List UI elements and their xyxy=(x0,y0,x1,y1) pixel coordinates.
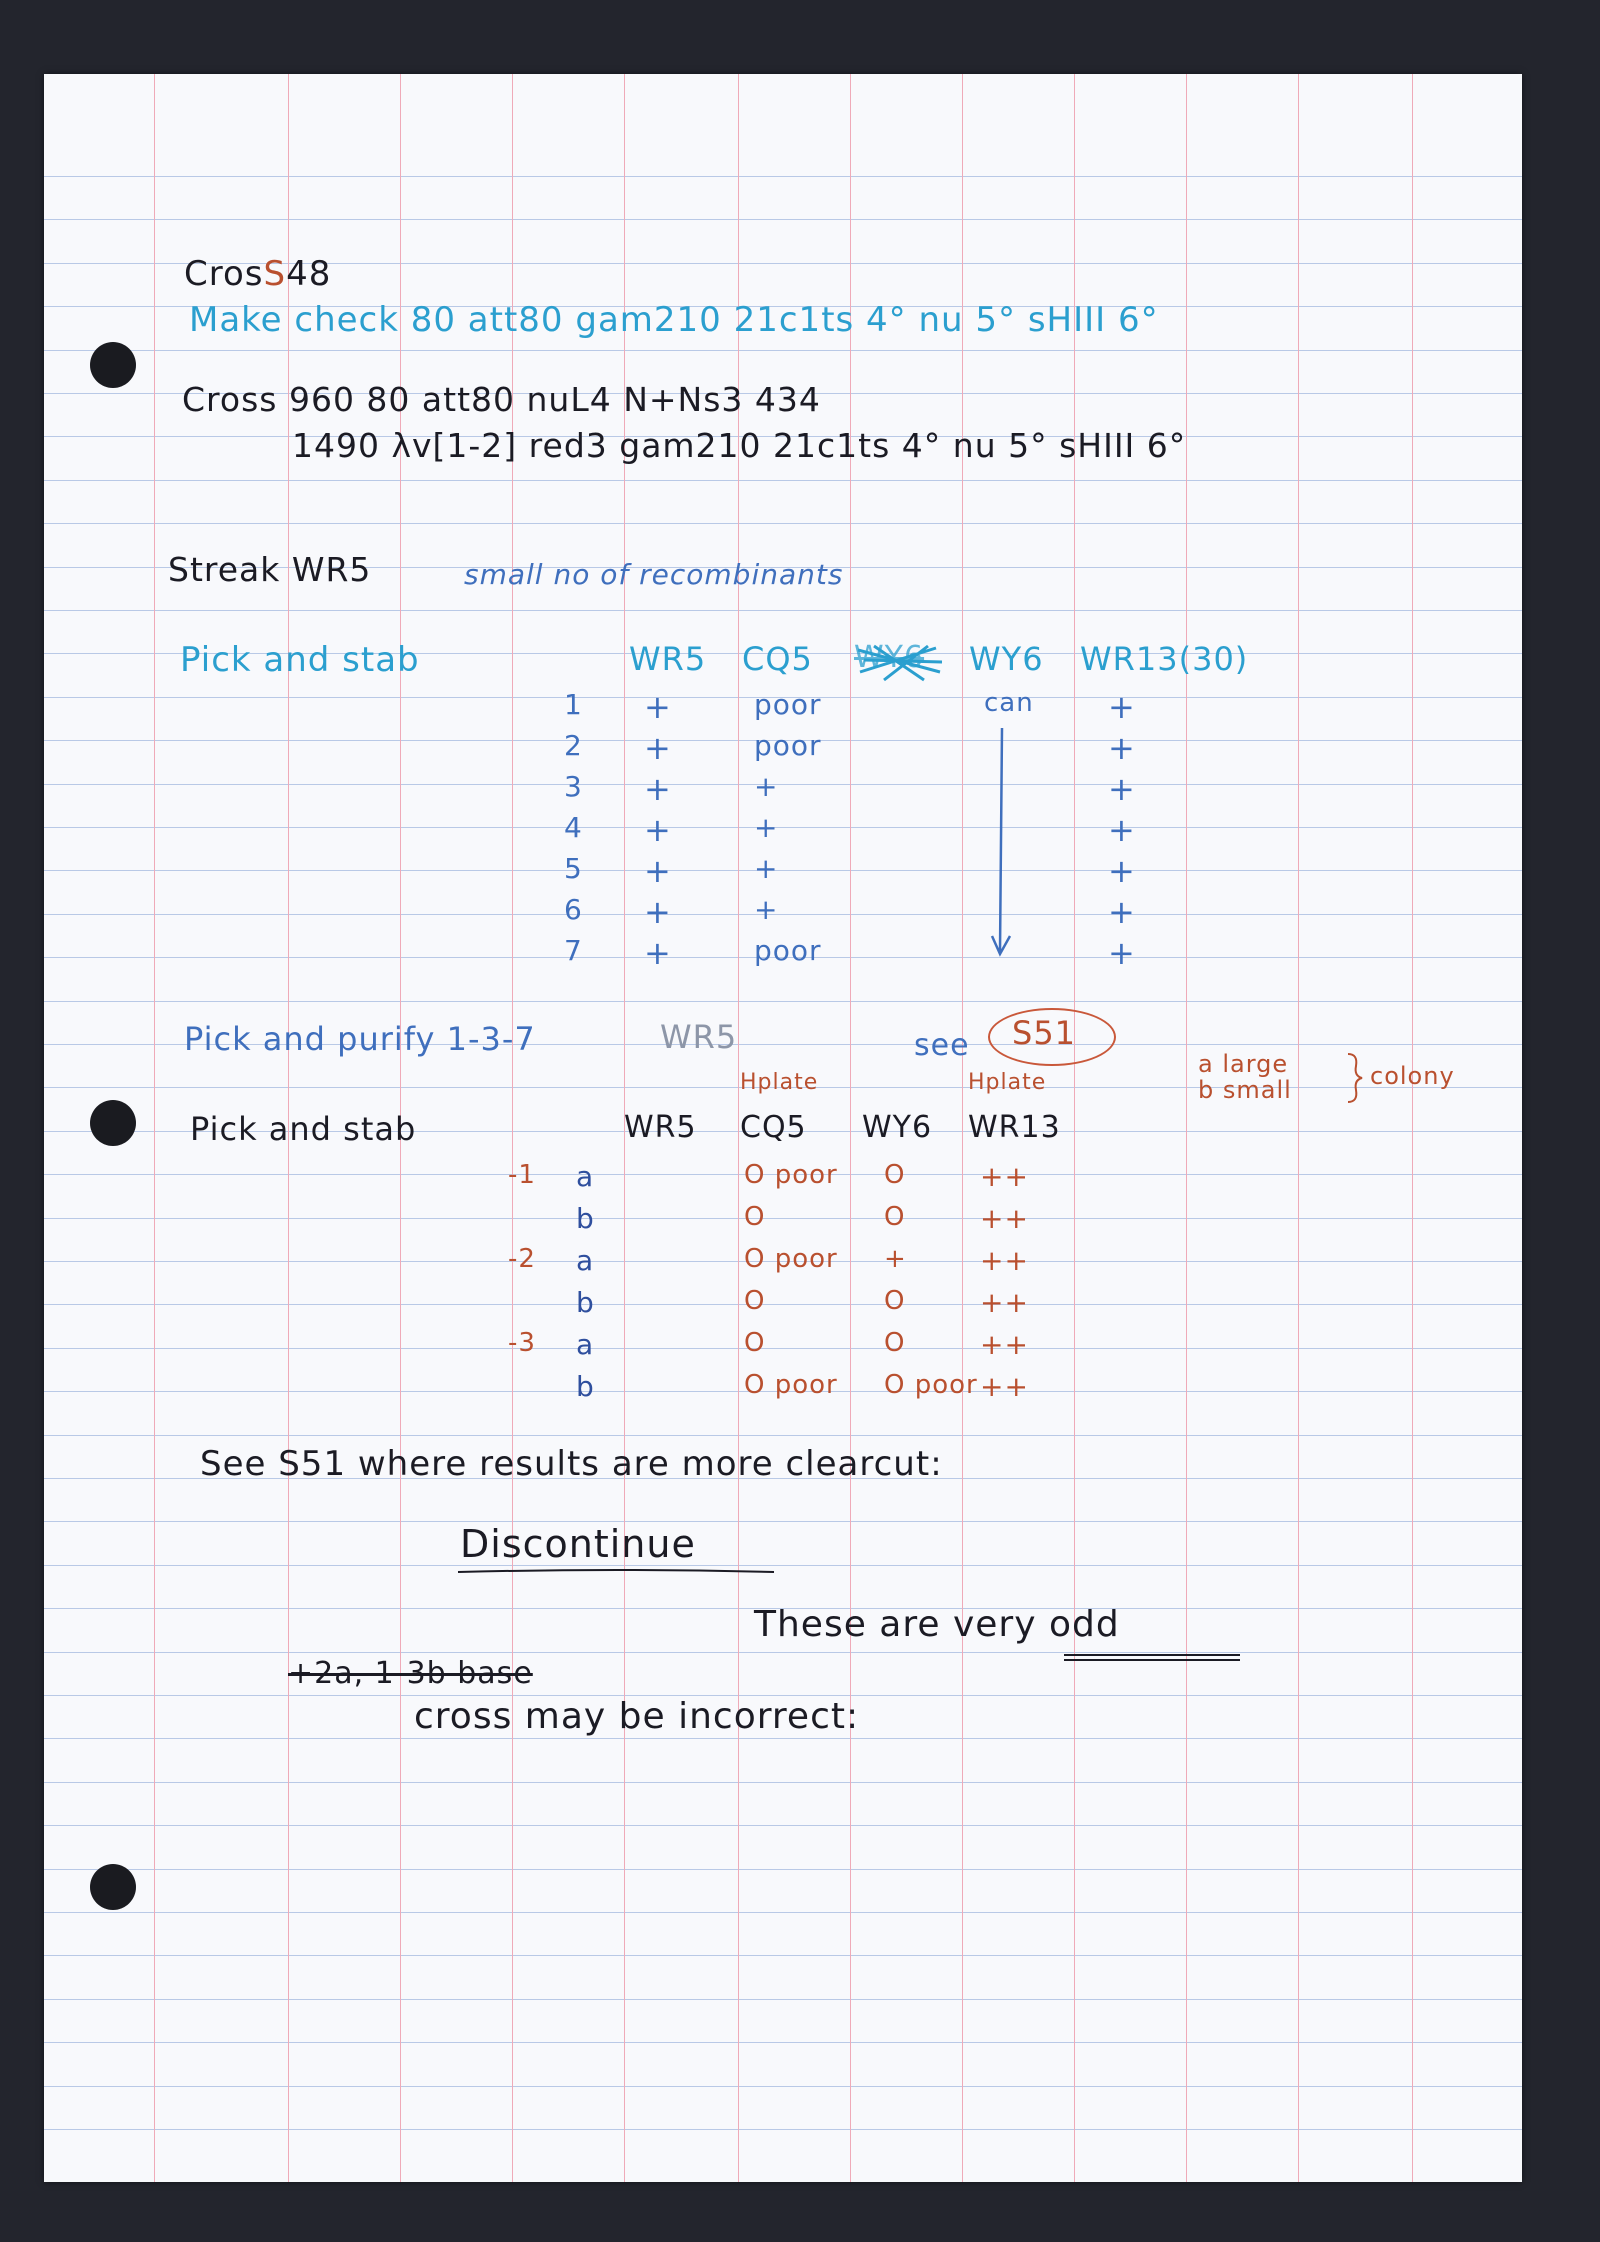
legend-b: b small xyxy=(1198,1076,1292,1104)
row-number: 3 xyxy=(564,770,583,803)
cell-wr5: + xyxy=(644,729,672,767)
make-check-line: Make check 80 att80 gam210 21c1ts 4° nu 5° sHIII 6° xyxy=(189,300,1159,340)
scratched-header: WY6 xyxy=(854,640,925,675)
cell-wr5: + xyxy=(644,893,672,931)
ruled-line xyxy=(44,914,1522,915)
purify-label: Pick and purify 1-3-7 xyxy=(184,1020,536,1058)
punch-hole xyxy=(90,342,136,388)
row-sub: a xyxy=(576,1328,595,1361)
margin-line xyxy=(1412,74,1413,2182)
cell-wr5: + xyxy=(644,770,672,808)
row-number: 5 xyxy=(564,852,583,885)
cell-cq5: + xyxy=(754,852,779,885)
heading-prefix: Cros xyxy=(184,254,264,294)
ruled-line xyxy=(44,350,1522,351)
cell-cq5: poor xyxy=(754,729,822,762)
struck-note: +2a, 1-3b base xyxy=(288,1656,533,1691)
continuation-arrow xyxy=(990,726,1014,966)
ruled-line xyxy=(44,610,1522,611)
heading-letter: S xyxy=(263,254,287,294)
cell-wr5: + xyxy=(644,811,672,849)
ruled-line xyxy=(44,1999,1522,2000)
ruled-line xyxy=(44,784,1522,785)
ruled-line xyxy=(44,2042,1522,2043)
ruled-line xyxy=(44,1435,1522,1436)
ruled-line xyxy=(44,827,1522,828)
cell-wy6: O xyxy=(884,1160,906,1190)
ruled-line xyxy=(44,1218,1522,1219)
cell-cq5: O xyxy=(744,1328,766,1358)
col-header-wy6: WY6 xyxy=(969,640,1044,678)
legend-colony: colony xyxy=(1370,1062,1455,1090)
cell-cq5: + xyxy=(754,811,779,844)
cell-wr5: + xyxy=(644,934,672,972)
cell-wr13: ++ xyxy=(980,1244,1029,1277)
discontinue-note: Discontinue xyxy=(460,1522,696,1566)
margin-line xyxy=(1074,74,1075,2182)
row-number: 1 xyxy=(564,688,583,721)
hplate-label-wr13: Hplate xyxy=(968,1070,1047,1095)
row-number: 7 xyxy=(564,934,583,967)
ruled-line xyxy=(44,1565,1522,1566)
scribble-mark xyxy=(854,642,944,684)
ruled-line xyxy=(44,1001,1522,1002)
cell-wy6: + xyxy=(884,1244,907,1274)
margin-line xyxy=(1186,74,1187,2182)
heading-number: 48 xyxy=(286,254,332,294)
see-label: see xyxy=(914,1028,970,1063)
ruled-line xyxy=(44,1869,1522,1870)
notebook-sheet xyxy=(44,74,1522,2182)
cell-wr5: + xyxy=(644,852,672,890)
row-number: 2 xyxy=(564,729,583,762)
cell-wy6: O xyxy=(884,1286,906,1316)
ruled-line xyxy=(44,870,1522,871)
cell-cq5: O poor xyxy=(744,1370,838,1400)
cell-wr13: ++ xyxy=(980,1370,1029,1403)
ruled-line xyxy=(44,1738,1522,1739)
cell-wr13: + xyxy=(1108,893,1136,931)
ruled-line xyxy=(44,523,1522,524)
cell-cq5: poor xyxy=(754,688,822,721)
row-number: -2 xyxy=(508,1244,536,1274)
ruled-line xyxy=(44,2086,1522,2087)
cell-wr5: + xyxy=(644,688,672,726)
cell-cq5: poor xyxy=(754,934,822,967)
margin-line xyxy=(850,74,851,2182)
cell-wr13: ++ xyxy=(980,1160,1029,1193)
col-header-cq5: CQ5 xyxy=(742,640,813,678)
cell-wr13: + xyxy=(1108,852,1136,890)
ruled-line xyxy=(44,1782,1522,1783)
punch-hole xyxy=(90,1100,136,1146)
cell-cq5: + xyxy=(754,770,779,803)
cell-wr13: + xyxy=(1108,811,1136,849)
cross-line-2: 1490 λv[1-2] red3 gam210 21c1ts 4° nu 5° sHIII 6° xyxy=(292,426,1187,465)
row-number: 6 xyxy=(564,893,583,926)
ruled-line xyxy=(44,219,1522,220)
cell-wr13: + xyxy=(1108,688,1136,726)
col2-header-cq5: CQ5 xyxy=(740,1110,807,1145)
cell-cq5: + xyxy=(754,893,779,926)
streak-label: Streak WR5 xyxy=(168,550,372,589)
pick-stab-2-label: Pick and stab xyxy=(190,1110,417,1148)
ruled-line xyxy=(44,1521,1522,1522)
ruled-line xyxy=(44,1652,1522,1653)
ruled-line xyxy=(44,1825,1522,1826)
see-s51-line: See S51 where results are more clearcut: xyxy=(200,1444,943,1484)
row-sub: a xyxy=(576,1244,595,1277)
row-sub: b xyxy=(576,1286,595,1319)
col-header-wr5: WR5 xyxy=(629,640,707,678)
row-sub: b xyxy=(576,1370,595,1403)
cell-wr13: + xyxy=(1108,770,1136,808)
cross-note: cross may be incorrect: xyxy=(414,1696,860,1737)
discontinue-underline xyxy=(458,1568,778,1576)
cell-wr13: + xyxy=(1108,729,1136,767)
margin-line xyxy=(154,74,155,2182)
col2-header-wr5: WR5 xyxy=(624,1110,697,1145)
ruled-line xyxy=(44,1955,1522,1956)
margin-line xyxy=(962,74,963,2182)
ruled-line xyxy=(44,2129,1522,2130)
cell-wy6: O xyxy=(884,1328,906,1358)
reference-label: S51 xyxy=(1012,1014,1077,1052)
odd-note: These are very odd xyxy=(754,1604,1120,1645)
ruled-line xyxy=(44,480,1522,481)
ruled-line xyxy=(44,1348,1522,1349)
col2-header-wr13: WR13 xyxy=(968,1110,1061,1145)
cell-wr13: ++ xyxy=(980,1328,1029,1361)
margin-line xyxy=(1298,74,1299,2182)
cell-cq5: O poor xyxy=(744,1244,838,1274)
row-sub: b xyxy=(576,1202,595,1235)
page-heading xyxy=(184,254,331,294)
cell-wr13: ++ xyxy=(980,1286,1029,1319)
odd-underline xyxy=(1064,1652,1242,1662)
cell-cq5: O xyxy=(744,1202,766,1232)
cell-cq5: O xyxy=(744,1286,766,1316)
punch-hole xyxy=(90,1864,136,1910)
ruled-line xyxy=(44,1912,1522,1913)
row-sub: a xyxy=(576,1160,595,1193)
row-number: -1 xyxy=(508,1160,536,1190)
streak-note: small no of recombinants xyxy=(464,558,844,591)
cell-wr13: ++ xyxy=(980,1202,1029,1235)
pick-stab-label: Pick and stab xyxy=(180,640,420,680)
row-number: -3 xyxy=(508,1328,536,1358)
cell-cq5: O poor xyxy=(744,1160,838,1190)
ruled-line xyxy=(44,1304,1522,1305)
cell-wy6: O xyxy=(884,1202,906,1232)
brace-mark xyxy=(1346,1052,1364,1104)
ruled-line xyxy=(44,176,1522,177)
hplate-label-cq5: Hplate xyxy=(740,1070,819,1095)
cell-wy6: O poor xyxy=(884,1370,978,1400)
col2-header-wy6: WY6 xyxy=(862,1110,933,1145)
cell-wy6: can xyxy=(984,688,1034,718)
legend-a: a large xyxy=(1198,1050,1289,1078)
cross-line-1: Cross 960 80 att80 nuL4 N+Ns3 434 xyxy=(182,380,821,419)
col-header-wr13: WR13(30) xyxy=(1080,640,1249,678)
purify-strain: WR5 xyxy=(660,1018,738,1056)
row-number: 4 xyxy=(564,811,583,844)
cell-wr13: + xyxy=(1108,934,1136,972)
